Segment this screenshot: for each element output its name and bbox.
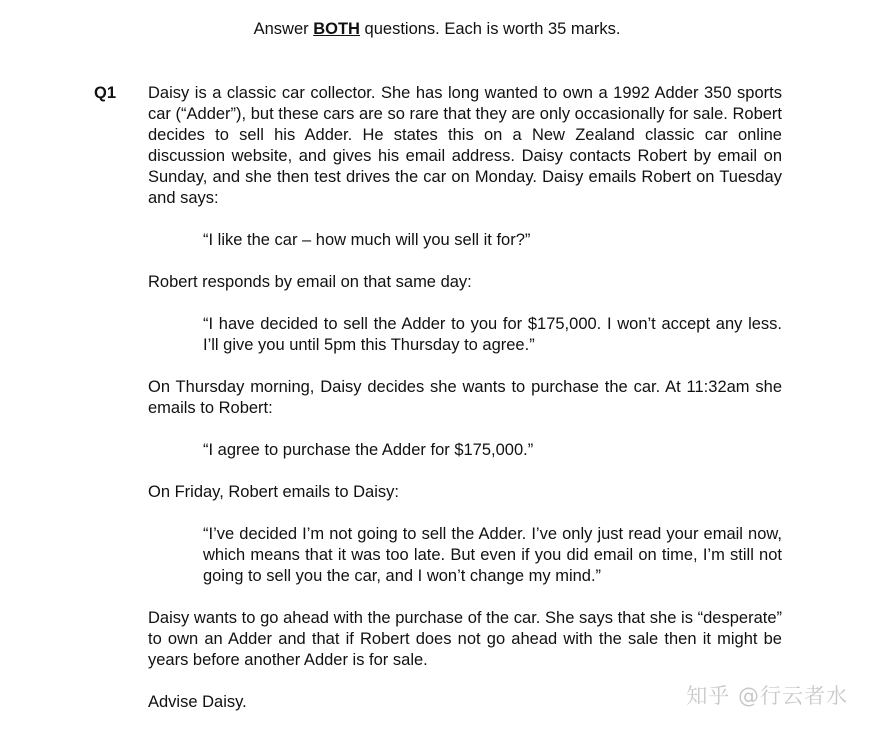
instruction-suffix: questions. Each is worth 35 marks. — [359, 20, 621, 38]
question-body — [148, 83, 782, 734]
question-label: Q1 — [94, 84, 117, 102]
instruction-line — [0, 18, 874, 40]
paragraph-daisy-wants: Daisy wants to go ahead with the purchase of the car. She says that she is “desperate” to own an Adder and that if Robert does not go ahead with the sale then it might be years before another Adder is for sale. — [148, 609, 782, 669]
paragraph-friday: On Friday, Robert emails to Daisy: — [148, 483, 399, 501]
instruction-prefix: Answer — [253, 20, 314, 38]
quote-daisy-tuesday: “I like the car – how much will you sell it for?” — [203, 231, 531, 249]
paragraph-advise: Advise Daisy. — [148, 693, 247, 711]
quote-daisy-acceptance: “I agree to purchase the Adder for $175,000.” — [203, 441, 534, 459]
paragraph-robert-response: Robert responds by email on that same day: — [148, 273, 472, 291]
instruction-emphasis: BOTH — [313, 20, 360, 38]
watermark: 知乎 @行云者水 — [686, 684, 848, 708]
quote-robert-withdrawal: “I’ve decided I’m not going to sell the Adder. I’ve only just read your email now, which means that it was too late. But even if you did email on time, I’m still not going to sell you the car, and I won’t change my mind.” — [203, 525, 782, 585]
paragraph-thursday: On Thursday morning, Daisy decides she wants to purchase the car. At 11:32am she emails to Robert: — [148, 378, 782, 417]
quote-robert-offer: “I have decided to sell the Adder to you for $175,000. I won’t accept any less. I’ll give you until 5pm this Thursday to agree.” — [203, 315, 782, 354]
paragraph-intro: Daisy is a classic car collector. She has long wanted to own a 1992 Adder 350 sports car (“Adder”), but these cars are so rare that they are only occasionally for sale. Robert decides to sell his Adder. He states this on a New Zealand classic car online discussion website, and gives his email address. Daisy contacts Robert by email on Sunday, and she then test drives the car on Monday. Daisy emails Robert on Tuesday and says: — [148, 84, 782, 207]
